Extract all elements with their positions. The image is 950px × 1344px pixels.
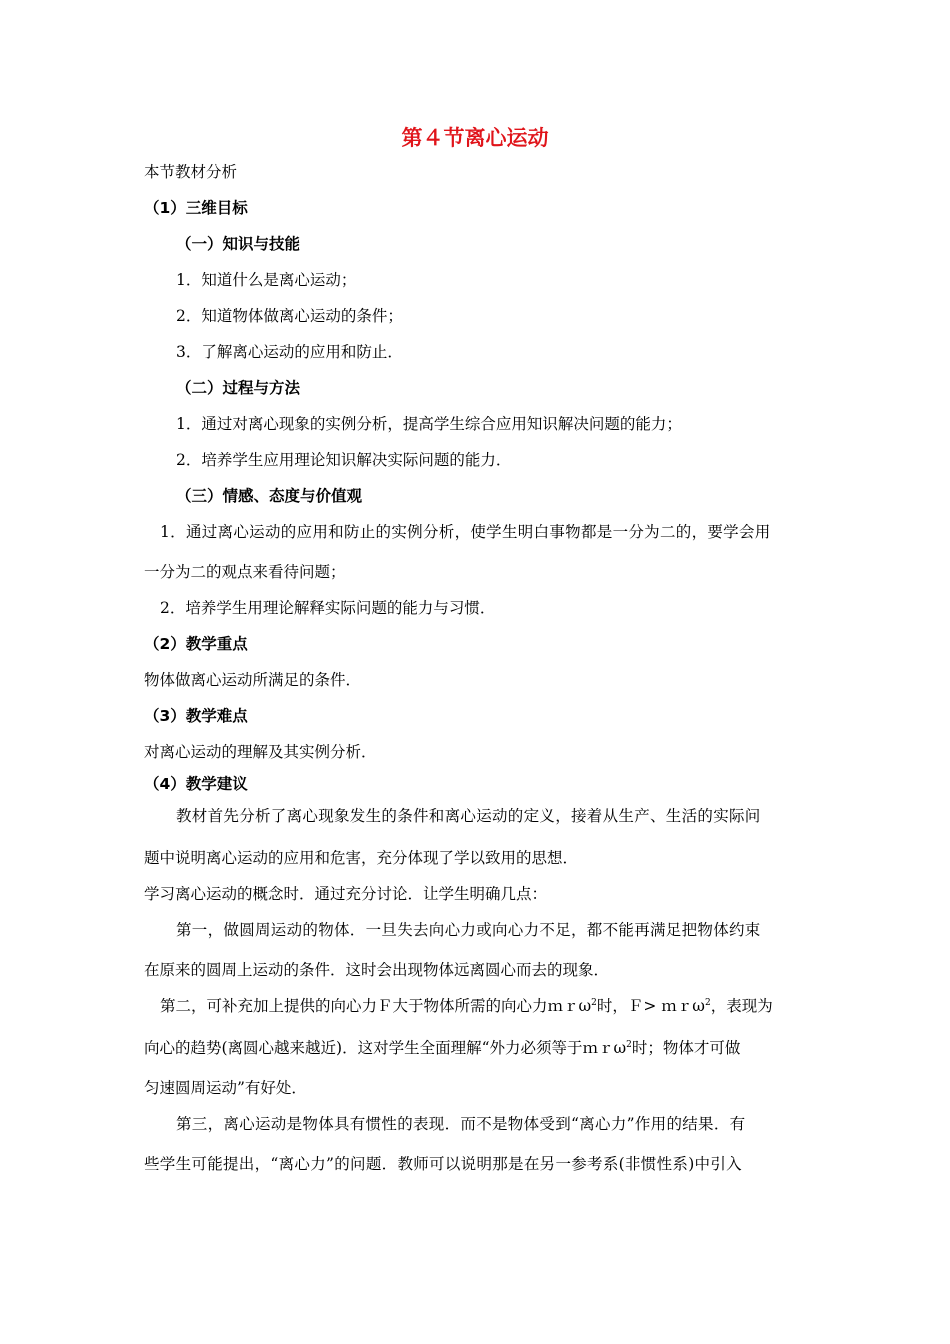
superscript: 2 xyxy=(704,998,711,1008)
section-intro: 本节教材分析 xyxy=(144,163,238,181)
heading-suggestions: （4）教学建议 xyxy=(144,775,248,793)
paragraph-line: 教材首先分析了离心现象发生的条件和离心运动的定义，接着从生产、生活的实际问 xyxy=(176,807,761,825)
paragraph-line: 对离心运动的理解及其实例分析． xyxy=(144,743,377,761)
paragraph-line: 些学生可能提出，“离心力”的问题．教师可以说明那是在另一参考系(非惯性系)中引入 xyxy=(144,1155,742,1173)
text-run: 向心的趋势(离圆心越来越近)．这对学生全面理解“外力必须等于ｍｒω xyxy=(144,1039,627,1057)
paragraph-line-formula xyxy=(160,996,773,1016)
heading-objectives: （1）三维目标 xyxy=(144,199,248,217)
superscript: 2 xyxy=(591,998,597,1008)
subheading-values: （三）情感、态度与价值观 xyxy=(176,487,363,505)
list-item: 2．培养学生应用理论知识解决实际问题的能力． xyxy=(176,451,512,469)
list-item: 1．通过对离心现象的实例分析，提高学生综合应用知识解决问题的能力； xyxy=(176,415,682,433)
heading-key-point: （2）教学重点 xyxy=(144,635,248,653)
paragraph-line: 匀速圆周运动”有好处． xyxy=(144,1079,307,1097)
page-title: 第４节离心运动 xyxy=(401,126,549,150)
paragraph-line: 第一，做圆周运动的物体．一旦失去向心力或向心力不足，都不能再满足把物体约束 xyxy=(176,921,761,939)
heading-difficulty: （3）教学难点 xyxy=(144,707,248,725)
list-item: 3．了解离心运动的应用和防止． xyxy=(176,343,403,361)
paragraph-line: 在原来的圆周上运动的条件．这时会出现物体远离圆心而去的现象． xyxy=(144,961,610,979)
paragraph-line: 1．通过离心运动的应用和防止的实例分析，使学生明白事物都是一分为二的，要学会用 xyxy=(160,523,771,541)
text-run: 时，Ｆ> ｍｒω xyxy=(596,997,705,1015)
text-run: 第二，可补充加上提供的向心力Ｆ大于物体所需的向心力ｍｒω xyxy=(160,997,592,1015)
subheading-process: （二）过程与方法 xyxy=(176,379,301,397)
paragraph-line: 第三，离心运动是物体具有惯性的表现．而不是物体受到“离心力”作用的结果．有 xyxy=(176,1115,746,1133)
paragraph-line: 物体做离心运动所满足的条件． xyxy=(144,671,362,689)
list-item: 2．培养学生用理论解释实际问题的能力与习惯． xyxy=(160,599,496,617)
paragraph-line: 学习离心运动的概念时．通过充分讨论．让学生明确几点： xyxy=(144,885,548,903)
superscript: 2 xyxy=(626,1040,632,1050)
subheading-knowledge: （一）知识与技能 xyxy=(176,235,301,253)
list-item: 2．知道物体做离心运动的条件； xyxy=(176,307,403,325)
paragraph-line: 一分为二的观点来看待问题； xyxy=(144,563,346,581)
paragraph-line-formula xyxy=(144,1038,740,1058)
list-item: 1．知道什么是离心运动； xyxy=(176,271,357,289)
text-run: ，表现为 xyxy=(710,997,773,1015)
paragraph-line: 题中说明离心运动的应用和危害，充分体现了学以致用的思想． xyxy=(144,849,579,867)
text-run: 时；物体才可做 xyxy=(631,1039,741,1057)
